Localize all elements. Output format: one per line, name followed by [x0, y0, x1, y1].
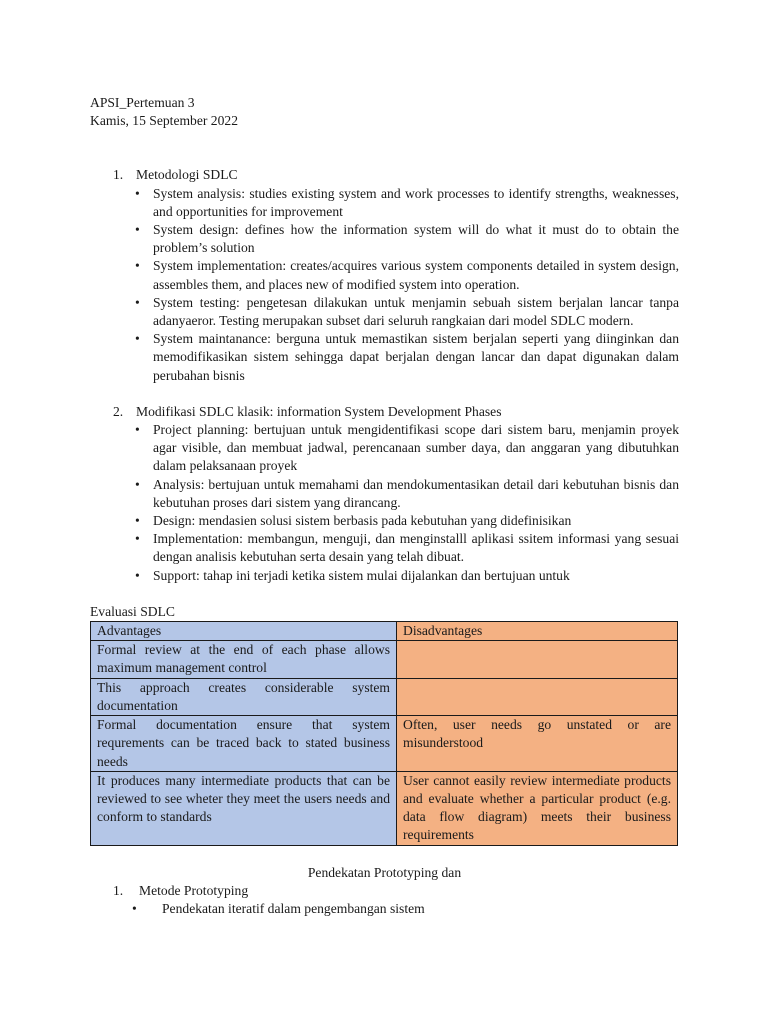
document-title: APSI_Pertemuan 3	[90, 95, 195, 110]
list-item: • Analysis: bertujuan untuk memahami dan mendokumentasikan detail dari kebutuhan bisnis dan kebutuhan proses dari sistem yang dirancang.	[90, 476, 679, 512]
section-1-heading	[90, 166, 679, 184]
evaluation-table	[90, 621, 678, 845]
section-metodologi-sdlc	[90, 166, 679, 384]
section-1-list	[90, 185, 679, 385]
table-row	[91, 716, 678, 772]
prototyping-number: 1.	[113, 882, 124, 898]
document-page	[90, 94, 679, 918]
section-2-number: 2.	[113, 403, 124, 419]
table-header-row	[91, 622, 678, 641]
list-item: • System maintanance: berguna untuk memastikan sistem berjalan seperti yang diinginkan dan memodifikasikan sistem sehingga dapat berjalan dengan lancar dan dapat digunakan dalam perubahan bisnis	[90, 330, 679, 385]
evaluation-section	[90, 603, 679, 846]
list-item: • System design: defines how the information system will do what it must do to obtain the problem’s solution	[90, 221, 679, 257]
list-item: • System implementation: creates/acquires various system components detailed in system design, assembles them, and places new of modified system into operation.	[90, 257, 679, 293]
evaluation-title: Evaluasi SDLC	[90, 603, 175, 619]
document-date: Kamis, 15 September 2022	[90, 113, 238, 129]
section-2-heading	[90, 403, 679, 421]
advantages-header: Advantages	[91, 622, 397, 641]
section-1-number: 1.	[113, 167, 124, 183]
section-2-list	[90, 421, 679, 585]
prototyping-heading: Pendekatan Prototyping dan	[307, 864, 462, 880]
list-item: • Pendekatan iteratif dalam pengembangan sistem	[90, 900, 679, 918]
advantage-cell: Formal review at the end of each phase allows maximum management control	[91, 641, 397, 678]
section-1-title: Metodologi SDLC	[136, 167, 238, 183]
section-2-title: Modifikasi SDLC klasik: information System Development Phases	[136, 403, 502, 419]
disadvantage-cell: User cannot easily review intermediate products and evaluate whether a particular product (e.g. data flow diagram) meets their business requirements	[397, 771, 678, 845]
prototyping-subheading	[90, 882, 679, 900]
prototyping-section	[90, 864, 679, 919]
advantage-cell: Formal documentation ensure that system requrements can be traced back to stated business needs	[91, 716, 397, 772]
list-item: • Design: mendasien solusi sistem berbasis pada kebutuhan yang didefinisikan	[90, 512, 679, 530]
table-row	[91, 678, 678, 715]
list-item: • Implementation: membangun, menguji, dan menginstalll aplikasi ssitem informasi yang sesuai dengan analisis kebutuhan serta desain yang telah dibuat.	[90, 530, 679, 566]
list-item: • System analysis: studies existing system and work processes to identify strengths, weaknesses, and opportunities for improvement	[90, 185, 679, 221]
table-row	[91, 641, 678, 678]
disadvantage-cell: Often, user needs go unstated or are misunderstood	[397, 716, 678, 772]
advantage-cell: This approach creates considerable system documentation	[91, 678, 397, 715]
disadvantage-cell	[397, 641, 678, 678]
document-header	[90, 94, 679, 130]
list-item: • Support: tahap ini terjadi ketika sistem mulai dijalankan dan bertujuan untuk	[90, 567, 679, 585]
prototyping-title: Metode Prototyping	[139, 882, 249, 898]
disadvantage-cell	[397, 678, 678, 715]
advantage-cell: It produces many intermediate products that can be reviewed to see wheter they meet the users needs and conform to standards	[91, 771, 397, 845]
prototyping-list	[90, 900, 679, 918]
table-row	[91, 771, 678, 845]
list-item: • Project planning: bertujuan untuk mengidentifikasi scope dari sistem baru, menjamin proyek agar visible, dan membuat jadwal, perencanaan sumber daya, dan anggaran yang dibutuhkan dalam pelaksanaan proyek	[90, 421, 679, 476]
section-modifikasi-sdlc	[90, 403, 679, 585]
disadvantages-header: Disadvantages	[397, 622, 678, 641]
list-item: • System testing: pengetesan dilakukan untuk menjamin sebuah sistem berjalan lancar tanpa adanyaeror. Testing merupakan subset dari seluruh rangkaian dari model SDLC modern.	[90, 294, 679, 330]
